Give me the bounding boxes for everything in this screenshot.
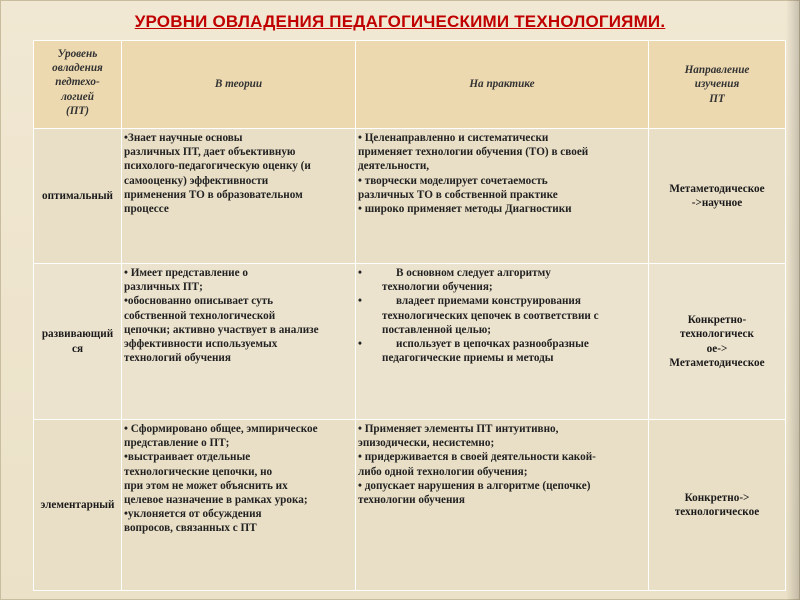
table-row [34,129,786,264]
direction-cell [649,264,786,420]
level-label: оптимальный [41,189,114,202]
direction-cell [649,129,786,264]
practice-line [358,323,646,337]
theory-line: применения ТО в образовательном [124,188,303,201]
direction-line: ->научное [691,197,743,209]
theory-line: • Сформировано общее, эмпирическое [124,423,318,435]
header-direction-line: изучения [694,78,740,91]
header-level-line: овладения [52,62,103,75]
theory-line: •выстраивает отдельные [124,451,251,464]
practice-line: • творчески моделирует сочетаемость [358,174,548,187]
theory-line: цепочки; активно участвует в анализе [124,323,319,336]
technology-levels-table [33,40,786,591]
practice-text: поставленной целью; [382,323,491,336]
theory-line: целевое назначение в рамках урока; [124,494,308,507]
practice-cell [356,420,649,591]
practice-text: технологических цепочек в соответствии с [382,309,599,322]
theory-line: •уклоняется от обсуждения [124,508,262,521]
practice-text: владеет приемами конструирования [396,295,581,308]
practice-text: технологии обучения; [382,281,493,294]
theory-line: различных ПТ, дает объективную [124,146,296,159]
direction-line: Метаметодическое [669,356,765,369]
practice-line: применяет технологии обучения (ТО) в своей [358,146,589,159]
practice-line: либо одной технологии обучения; [358,465,528,478]
practice-line [358,266,646,280]
practice-line [358,351,646,365]
theory-cell [122,264,356,420]
theory-line: собственной технологической [124,309,276,322]
level-cell [34,420,122,591]
practice-line [358,309,646,323]
slide-shadow [786,0,800,600]
header-theory: В теории [122,41,356,129]
table-header-row [34,41,786,129]
bullet: • [358,295,362,308]
theory-line: вопросов, связанных с ПТ [124,522,257,535]
theory-line: представление о ПТ; [124,437,230,450]
header-level-line: (ПТ) [66,104,89,117]
practice-line: • широко применяет методы Диагностики [358,203,572,216]
level-label: элементарный [40,498,115,511]
theory-line: психолого-педагогическую оценку (и [124,160,311,173]
theory-line: самооценку) эффективности [124,174,269,187]
theory-line: различных ПТ; [124,281,203,294]
theory-line: • Имеет представление о [124,267,248,279]
direction-line: Конкретно- [687,314,747,327]
theory-line: •Знает научные основы [124,132,243,144]
header-direction-line: Направление [684,64,750,77]
table-row [34,264,786,420]
bullet: • [358,338,362,351]
header-direction-line: ПТ [709,92,725,105]
theory-cell [122,420,356,591]
header-practice: На практике [356,41,649,129]
direction-line: Метаметодическое [669,182,765,195]
direction-cell [649,420,786,591]
practice-line: • Целенаправленно и систематически [358,132,549,144]
header-direction [649,41,786,129]
theory-line: технологические цепочки, но [124,465,273,478]
header-level-line: Уровень [57,48,98,60]
theory-line: при этом не может объяснить их [124,479,288,492]
practice-text: В основном следует алгоритму [396,267,551,279]
level-label: развивающий [41,328,114,341]
header-level-line: педтехо- [55,76,100,89]
practice-line: • допускает нарушения в алгоритме (цепочке) [358,479,591,492]
practice-line: различных ТО в собственной практике [358,188,558,201]
theory-line: процессе [124,203,169,216]
level-label: ся [71,342,84,355]
practice-line: эпизодически, несистемно; [358,437,495,450]
header-level-line: логией [61,90,94,103]
direction-line: технологическое [674,506,760,518]
practice-line [358,294,646,308]
theory-cell [122,129,356,264]
theory-line: эффективности используемых [124,338,278,351]
practice-line [358,337,646,351]
practice-line [358,280,646,294]
table-row [34,420,786,591]
practice-cell [356,129,649,264]
theory-line: •обоснованно описывает суть [124,295,274,308]
practice-line: деятельности, [358,160,430,173]
direction-line: ое-> [706,342,728,355]
practice-line: • Применяет элементы ПТ интуитивно, [358,423,559,435]
page-title: УРОВНИ ОВЛАДЕНИЯ ПЕДАГОГИЧЕСКИМИ ТЕХНОЛОГИЯМИ. [134,12,666,31]
level-cell [34,264,122,420]
practice-text: педагогические приемы и методы [382,352,554,365]
practice-text: использует в цепочках разнообразные [396,338,589,351]
level-cell [34,129,122,264]
practice-cell [356,264,649,420]
theory-line: технологий обучения [124,352,231,365]
direction-line: Конкретно-> [684,491,750,504]
bullet: • [358,267,362,279]
header-level-cell [34,41,122,129]
practice-line: • придерживается в своей деятельности какой- [358,451,596,464]
practice-line: технологии обучения [358,494,465,507]
direction-line: технологическ [680,328,754,341]
